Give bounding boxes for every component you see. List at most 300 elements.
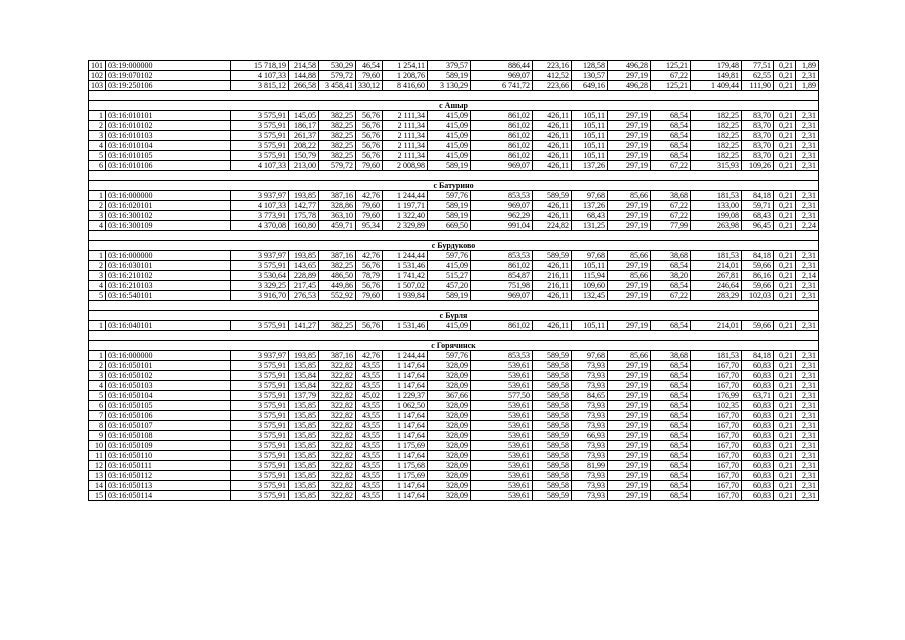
table-row [89, 441, 819, 451]
value-cell: 449,86 [319, 281, 356, 291]
value-cell: 0,21 [774, 321, 796, 331]
section-title: с Горячинск [89, 341, 819, 351]
value-cell: 2,31 [796, 281, 819, 291]
value-cell: 297,19 [608, 211, 651, 221]
blank-cell [89, 91, 819, 101]
section-header-row [89, 101, 819, 111]
value-cell: 43,55 [356, 471, 383, 481]
value-cell: 0,21 [774, 81, 796, 91]
row-number-cell: 2 [89, 201, 106, 211]
value-cell: 297,19 [608, 471, 651, 481]
value-cell: 77,99 [651, 221, 691, 231]
value-cell: 68,54 [651, 451, 691, 461]
value-cell: 193,85 [289, 251, 319, 261]
value-cell: 426,11 [533, 211, 572, 221]
value-cell: 297,19 [608, 491, 651, 501]
value-cell: 83,70 [742, 131, 774, 141]
value-cell: 426,11 [533, 291, 572, 301]
value-cell: 131,25 [572, 221, 608, 231]
value-cell: 0,21 [774, 421, 796, 431]
value-cell: 1 147,64 [383, 481, 428, 491]
value-cell: 142,77 [289, 201, 319, 211]
row-number-cell: 5 [89, 151, 106, 161]
value-cell: 43,55 [356, 481, 383, 491]
value-cell: 84,18 [742, 351, 774, 361]
value-cell: 0,21 [774, 161, 796, 171]
value-cell: 969,07 [471, 201, 533, 211]
value-cell: 415,09 [428, 321, 471, 331]
value-cell: 426,11 [533, 201, 572, 211]
value-cell: 426,11 [533, 131, 572, 141]
value-cell: 60,83 [742, 421, 774, 431]
value-cell: 297,19 [608, 111, 651, 121]
value-cell: 1 147,64 [383, 381, 428, 391]
value-cell: 79,60 [356, 201, 383, 211]
row-number-cell: 6 [89, 161, 106, 171]
code-cell: 03:16:050111 [106, 461, 231, 471]
value-cell: 0,21 [774, 271, 796, 281]
value-cell: 515,27 [428, 271, 471, 281]
value-cell: 56,76 [356, 281, 383, 291]
value-cell: 73,93 [572, 401, 608, 411]
value-cell: 2,31 [796, 291, 819, 301]
value-cell: 46,54 [356, 61, 383, 71]
value-cell: 589,58 [533, 381, 572, 391]
value-cell: 68,54 [651, 261, 691, 271]
value-cell: 182,25 [691, 141, 742, 151]
value-cell: 539,61 [471, 491, 533, 501]
value-cell: 105,11 [572, 111, 608, 121]
value-cell: 669,50 [428, 221, 471, 231]
value-cell: 43,55 [356, 401, 383, 411]
value-cell: 85,66 [608, 271, 651, 281]
value-cell: 297,19 [608, 281, 651, 291]
value-cell: 539,61 [471, 441, 533, 451]
code-cell: 03:16:010106 [106, 161, 231, 171]
value-cell: 135,85 [289, 461, 319, 471]
value-cell: 1 244,44 [383, 351, 428, 361]
value-cell: 83,70 [742, 151, 774, 161]
code-cell: 03:19:250106 [106, 81, 231, 91]
value-cell: 1 175,69 [383, 441, 428, 451]
value-cell: 387,16 [319, 351, 356, 361]
table-row [89, 291, 819, 301]
value-cell: 68,54 [651, 111, 691, 121]
table-row [89, 151, 819, 161]
table-row [89, 161, 819, 171]
value-cell: 297,19 [608, 321, 651, 331]
value-cell: 297,19 [608, 411, 651, 421]
value-cell: 3 575,91 [231, 261, 289, 271]
value-cell: 43,55 [356, 451, 383, 461]
value-cell: 0,21 [774, 261, 796, 271]
row-number-cell: 10 [89, 441, 106, 451]
value-cell: 1 531,46 [383, 261, 428, 271]
row-number-cell: 4 [89, 381, 106, 391]
blank-row [89, 171, 819, 181]
value-cell: 0,21 [774, 371, 796, 381]
value-cell: 539,61 [471, 371, 533, 381]
value-cell: 95,34 [356, 221, 383, 231]
blank-cell [89, 331, 819, 341]
value-cell: 0,21 [774, 61, 796, 71]
value-cell: 579,72 [319, 71, 356, 81]
code-cell: 03:16:300102 [106, 211, 231, 221]
value-cell: 589,59 [533, 351, 572, 361]
value-cell: 214,01 [691, 321, 742, 331]
value-cell: 1 244,44 [383, 251, 428, 261]
value-cell: 111,90 [742, 81, 774, 91]
value-cell: 105,11 [572, 151, 608, 161]
value-cell: 2 111,34 [383, 151, 428, 161]
value-cell: 160,80 [289, 221, 319, 231]
value-cell: 2,31 [796, 441, 819, 451]
code-cell: 03:16:050110 [106, 451, 231, 461]
value-cell: 328,09 [428, 441, 471, 451]
value-cell: 83,70 [742, 141, 774, 151]
value-cell: 167,70 [691, 491, 742, 501]
row-number-cell: 15 [89, 491, 106, 501]
value-cell: 137,26 [572, 161, 608, 171]
value-cell: 68,43 [572, 211, 608, 221]
row-number-cell: 1 [89, 251, 106, 261]
table-row [89, 381, 819, 391]
value-cell: 67,22 [651, 291, 691, 301]
code-cell: 03:16:010103 [106, 131, 231, 141]
value-cell: 426,11 [533, 261, 572, 271]
value-cell: 130,57 [572, 71, 608, 81]
value-cell: 3 575,91 [231, 131, 289, 141]
value-cell: 0,21 [774, 251, 796, 261]
value-cell: 105,11 [572, 121, 608, 131]
value-cell: 861,02 [471, 141, 533, 151]
value-cell: 137,79 [289, 391, 319, 401]
table-row [89, 401, 819, 411]
code-cell: 03:16:010104 [106, 141, 231, 151]
value-cell: 3 937,97 [231, 351, 289, 361]
value-cell: 459,71 [319, 221, 356, 231]
value-cell: 135,85 [289, 431, 319, 441]
value-cell: 1 322,40 [383, 211, 428, 221]
value-cell: 2,31 [796, 161, 819, 171]
value-cell: 328,09 [428, 481, 471, 491]
value-cell: 145,05 [289, 111, 319, 121]
value-cell: 1 741,42 [383, 271, 428, 281]
value-cell: 214,01 [691, 261, 742, 271]
value-cell: 73,93 [572, 471, 608, 481]
value-cell: 1 147,64 [383, 421, 428, 431]
code-cell: 03:16:000000 [106, 191, 231, 201]
value-cell: 597,76 [428, 351, 471, 361]
value-cell: 1 147,64 [383, 491, 428, 501]
value-cell: 1 175,68 [383, 461, 428, 471]
value-cell: 853,53 [471, 251, 533, 261]
value-cell: 2,31 [796, 451, 819, 461]
value-cell: 1 147,64 [383, 451, 428, 461]
value-cell: 85,66 [608, 351, 651, 361]
value-cell: 297,19 [608, 131, 651, 141]
value-cell: 217,45 [289, 281, 319, 291]
code-cell: 03:16:050109 [106, 441, 231, 451]
value-cell: 363,10 [319, 211, 356, 221]
value-cell: 969,07 [471, 71, 533, 81]
value-cell: 133,00 [691, 201, 742, 211]
code-cell: 03:16:000000 [106, 251, 231, 261]
value-cell: 59,66 [742, 281, 774, 291]
value-cell: 4 107,33 [231, 161, 289, 171]
value-cell: 969,07 [471, 161, 533, 171]
value-cell: 68,54 [651, 151, 691, 161]
value-cell: 266,58 [289, 81, 319, 91]
row-number-cell: 14 [89, 481, 106, 491]
value-cell: 182,25 [691, 111, 742, 121]
value-cell: 2,31 [796, 131, 819, 141]
row-number-cell: 2 [89, 361, 106, 371]
code-cell: 03:16:050108 [106, 431, 231, 441]
value-cell: 263,98 [691, 221, 742, 231]
value-cell: 60,83 [742, 441, 774, 451]
value-cell: 589,19 [428, 201, 471, 211]
value-cell: 3 575,91 [231, 391, 289, 401]
row-number-cell: 101 [89, 61, 106, 71]
value-cell: 2,31 [796, 391, 819, 401]
table-row [89, 141, 819, 151]
value-cell: 2 111,34 [383, 131, 428, 141]
value-cell: 105,11 [572, 131, 608, 141]
value-cell: 8 416,60 [383, 81, 428, 91]
value-cell: 3 916,70 [231, 291, 289, 301]
value-cell: 1 208,76 [383, 71, 428, 81]
value-cell: 182,25 [691, 151, 742, 161]
value-cell: 530,29 [319, 61, 356, 71]
value-cell: 68,54 [651, 401, 691, 411]
value-cell: 68,54 [651, 491, 691, 501]
value-cell: 2,31 [796, 201, 819, 211]
value-cell: 328,09 [428, 461, 471, 471]
code-cell: 03:16:040101 [106, 321, 231, 331]
code-cell: 03:16:050112 [106, 471, 231, 481]
value-cell: 181,53 [691, 351, 742, 361]
value-cell: 167,70 [691, 441, 742, 451]
section-title: с Ашыр [89, 101, 819, 111]
table-row [89, 191, 819, 201]
section-title: с Батурино [89, 181, 819, 191]
value-cell: 539,61 [471, 381, 533, 391]
value-cell: 589,58 [533, 421, 572, 431]
value-cell: 43,55 [356, 491, 383, 501]
value-cell: 73,93 [572, 361, 608, 371]
code-cell: 03:19:070102 [106, 71, 231, 81]
value-cell: 0,21 [774, 131, 796, 141]
table-row [89, 321, 819, 331]
value-cell: 68,54 [651, 141, 691, 151]
value-cell: 2,31 [796, 461, 819, 471]
value-cell: 2,31 [796, 121, 819, 131]
value-cell: 68,54 [651, 131, 691, 141]
value-cell: 322,82 [319, 401, 356, 411]
value-cell: 415,09 [428, 121, 471, 131]
table-row [89, 271, 819, 281]
value-cell: 96,45 [742, 221, 774, 231]
value-cell: 387,16 [319, 251, 356, 261]
value-cell: 68,54 [651, 421, 691, 431]
value-cell: 68,54 [651, 481, 691, 491]
value-cell: 276,53 [289, 291, 319, 301]
value-cell: 2,31 [796, 251, 819, 261]
value-cell: 322,82 [319, 411, 356, 421]
value-cell: 67,22 [651, 161, 691, 171]
value-cell: 115,94 [572, 271, 608, 281]
value-cell: 38,68 [651, 191, 691, 201]
table-row [89, 491, 819, 501]
code-cell: 03:16:050103 [106, 381, 231, 391]
value-cell: 589,58 [533, 391, 572, 401]
value-cell: 589,19 [428, 161, 471, 171]
table-row [89, 221, 819, 231]
value-cell: 322,82 [319, 441, 356, 451]
value-cell: 59,66 [742, 261, 774, 271]
section-title: с Бурдуково [89, 241, 819, 251]
value-cell: 322,82 [319, 421, 356, 431]
value-cell: 84,18 [742, 251, 774, 261]
code-cell: 03:16:050101 [106, 361, 231, 371]
table-row [89, 281, 819, 291]
row-number-cell: 3 [89, 371, 106, 381]
value-cell: 589,58 [533, 461, 572, 471]
value-cell: 56,76 [356, 141, 383, 151]
blank-cell [89, 301, 819, 311]
section-header-row [89, 241, 819, 251]
value-cell: 322,82 [319, 381, 356, 391]
value-cell: 85,66 [608, 191, 651, 201]
value-cell: 861,02 [471, 121, 533, 131]
code-cell: 03:16:210102 [106, 271, 231, 281]
value-cell: 135,85 [289, 481, 319, 491]
value-cell: 2,31 [796, 381, 819, 391]
value-cell: 97,68 [572, 351, 608, 361]
value-cell: 2,31 [796, 151, 819, 161]
value-cell: 597,76 [428, 191, 471, 201]
value-cell: 2 008,98 [383, 161, 428, 171]
value-cell: 2,31 [796, 71, 819, 81]
value-cell: 135,84 [289, 381, 319, 391]
value-cell: 6 741,72 [471, 81, 533, 91]
value-cell: 322,82 [319, 451, 356, 461]
value-cell: 224,82 [533, 221, 572, 231]
value-cell: 3 575,91 [231, 151, 289, 161]
value-cell: 43,55 [356, 411, 383, 421]
code-cell: 03:16:050104 [106, 391, 231, 401]
value-cell: 97,68 [572, 251, 608, 261]
value-cell: 322,82 [319, 371, 356, 381]
value-cell: 577,50 [471, 391, 533, 401]
value-cell: 589,58 [533, 451, 572, 461]
value-cell: 59,71 [742, 201, 774, 211]
value-cell: 68,54 [651, 411, 691, 421]
value-cell: 2,24 [796, 221, 819, 231]
value-cell: 135,85 [289, 441, 319, 451]
row-number-cell: 11 [89, 451, 106, 461]
value-cell: 861,02 [471, 131, 533, 141]
value-cell: 67,22 [651, 71, 691, 81]
value-cell: 60,83 [742, 431, 774, 441]
value-cell: 42,76 [356, 351, 383, 361]
value-cell: 589,58 [533, 401, 572, 411]
value-cell: 63,71 [742, 391, 774, 401]
value-cell: 579,72 [319, 161, 356, 171]
value-cell: 861,02 [471, 321, 533, 331]
value-cell: 193,85 [289, 351, 319, 361]
value-cell: 297,19 [608, 261, 651, 271]
value-cell: 1 507,02 [383, 281, 428, 291]
value-cell: 60,83 [742, 461, 774, 471]
value-cell: 144,88 [289, 71, 319, 81]
value-cell: 15 718,19 [231, 61, 289, 71]
value-cell: 38,20 [651, 271, 691, 281]
value-cell: 3 329,25 [231, 281, 289, 291]
value-cell: 135,85 [289, 361, 319, 371]
value-cell: 589,59 [533, 251, 572, 261]
value-cell: 68,54 [651, 471, 691, 481]
value-cell: 886,44 [471, 61, 533, 71]
value-cell: 228,89 [289, 271, 319, 281]
code-cell: 03:16:540101 [106, 291, 231, 301]
value-cell: 322,82 [319, 431, 356, 441]
value-cell: 135,85 [289, 421, 319, 431]
value-cell: 297,19 [608, 461, 651, 471]
value-cell: 3 773,91 [231, 211, 289, 221]
value-cell: 589,58 [533, 361, 572, 371]
value-cell: 167,70 [691, 481, 742, 491]
value-cell: 382,25 [319, 261, 356, 271]
value-cell: 426,11 [533, 141, 572, 151]
value-cell: 79,60 [356, 161, 383, 171]
value-cell: 135,84 [289, 371, 319, 381]
value-cell: 297,19 [608, 161, 651, 171]
code-cell: 03:16:050105 [106, 401, 231, 411]
value-cell: 3 937,97 [231, 251, 289, 261]
value-cell: 0,21 [774, 471, 796, 481]
value-cell: 56,76 [356, 111, 383, 121]
section-header-row [89, 311, 819, 321]
value-cell: 3 575,91 [231, 431, 289, 441]
value-cell: 60,83 [742, 451, 774, 461]
value-cell: 2,31 [796, 191, 819, 201]
value-cell: 3 575,91 [231, 321, 289, 331]
table-row [89, 61, 819, 71]
value-cell: 2,31 [796, 111, 819, 121]
value-cell: 589,59 [533, 431, 572, 441]
value-cell: 0,21 [774, 491, 796, 501]
value-cell: 3 937,97 [231, 191, 289, 201]
code-cell: 03:16:050106 [106, 411, 231, 421]
table-row [89, 361, 819, 371]
value-cell: 56,76 [356, 121, 383, 131]
value-cell: 589,59 [533, 491, 572, 501]
value-cell: 223,16 [533, 61, 572, 71]
value-cell: 1 062,50 [383, 401, 428, 411]
code-cell: 03:16:050102 [106, 371, 231, 381]
code-cell: 03:16:050107 [106, 421, 231, 431]
value-cell: 0,21 [774, 381, 796, 391]
row-number-cell: 103 [89, 81, 106, 91]
value-cell: 60,83 [742, 361, 774, 371]
value-cell: 589,58 [533, 481, 572, 491]
value-cell: 457,20 [428, 281, 471, 291]
table-row [89, 461, 819, 471]
blank-cell [89, 231, 819, 241]
value-cell: 43,55 [356, 421, 383, 431]
